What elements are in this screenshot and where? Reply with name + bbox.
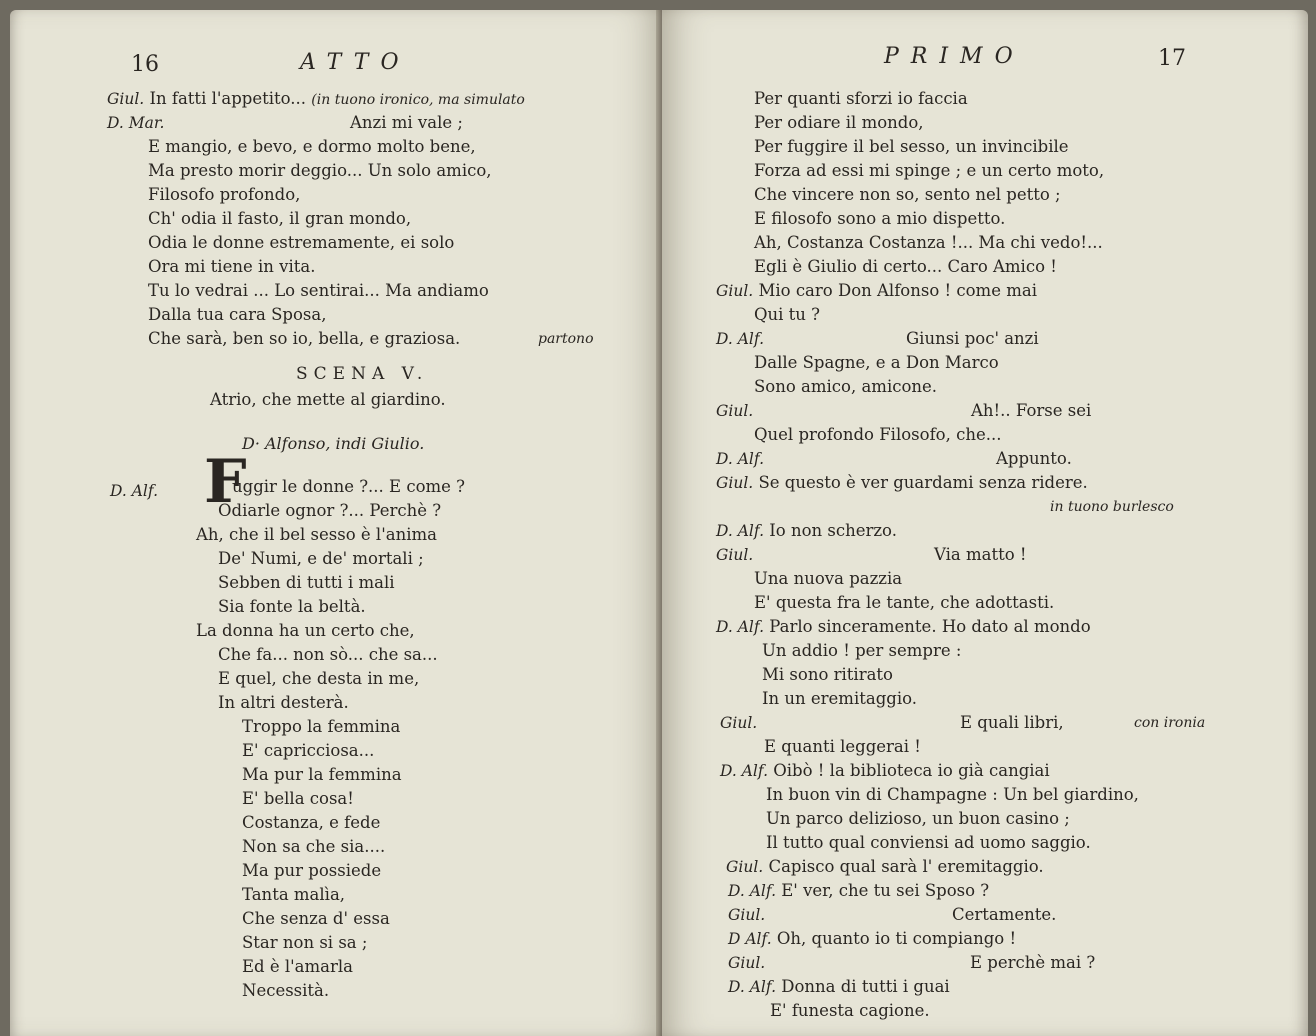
- left-line-3: E mangio, e bevo, e dormo molto bene,: [148, 137, 476, 156]
- speaker-label: D. Alf.: [720, 762, 768, 780]
- right-line-5: Che vincere non so, sento nel petto ;: [754, 185, 1061, 204]
- left-line-11: [148, 328, 608, 350]
- right-line-28: E quanti leggerai !: [764, 737, 921, 756]
- right-line-26: In un eremitaggio.: [762, 689, 917, 708]
- dialogue-text: In fatti l'appetito...: [149, 89, 307, 108]
- scene-title: SCENA V.: [296, 364, 429, 384]
- right-line-39: E' funesta cagione.: [770, 1001, 930, 1020]
- aria-line: Ma pur la femmina: [242, 765, 402, 784]
- speaker-label: Giul.: [720, 714, 758, 732]
- aria-line: Sia fonte la beltà.: [218, 597, 366, 616]
- dialogue-text: Oh, quanto io ti compiango !: [776, 929, 1017, 948]
- right-line-20: [716, 544, 1196, 566]
- aria-line: Che senza d' essa: [242, 909, 390, 928]
- right-line-8: Egli è Giulio di certo... Caro Amico !: [754, 257, 1057, 276]
- dialogue-text: E quali libri,: [960, 713, 1064, 732]
- dialogue-text: Io non scherzo.: [769, 521, 897, 540]
- drop-cap: F: [204, 447, 247, 517]
- aria-line: Star non si sa ;: [242, 933, 368, 952]
- dialogue-text: Donna di tutti i guai: [781, 977, 950, 996]
- right-line-6: E filosofo sono a mio dispetto.: [754, 209, 1006, 228]
- left-line-9: Tu lo vedrai ... Lo sentirai... Ma andiamo: [148, 281, 489, 300]
- right-line-32: Il tutto qual conviensi ad uomo saggio.: [766, 833, 1091, 852]
- right-line-19: [716, 520, 897, 542]
- speaker-label: Giul.: [716, 546, 754, 564]
- right-line-22: E' questa fra le tante, che adottasti.: [754, 593, 1055, 612]
- aria-line: E quel, che desta in me,: [218, 669, 420, 688]
- left-line-4: Ma presto morir deggio... Un solo amico,: [148, 161, 492, 180]
- stage-direction: con ironia: [1134, 715, 1206, 731]
- left-line-7: Odia le donne estremamente, ei solo: [148, 233, 455, 252]
- right-line-38: [728, 976, 950, 998]
- dialogue-text: Che sarà, ben so io, bella, e graziosa.: [148, 329, 461, 348]
- right-line-15: Quel profondo Filosofo, che...: [754, 425, 1002, 444]
- right-line-1: Per quanti sforzi io faccia: [754, 89, 968, 108]
- dialogue-text: Capisco qual sarà l' eremitaggio.: [768, 857, 1044, 876]
- dialogue-text: E perchè mai ?: [970, 953, 1096, 972]
- left-line-8: Ora mi tiene in vita.: [148, 257, 316, 276]
- right-page: [662, 10, 1308, 1036]
- speaker-label: D. Alf.: [716, 618, 764, 636]
- right-line-10: Qui tu ?: [754, 305, 821, 324]
- left-line-1: [107, 88, 525, 111]
- speaker-label: D. Alf.: [728, 978, 776, 996]
- left-line-6: Ch' odia il fasto, il gran mondo,: [148, 209, 412, 228]
- speaker-label: D. Alf.: [716, 450, 764, 468]
- speaker-label: D. Mar.: [107, 114, 165, 132]
- right-page-number: 17: [1158, 46, 1186, 71]
- speaker-label: D. Alf.: [728, 882, 776, 900]
- aria-line-first: uggir le donne ?... E come ?: [232, 477, 465, 496]
- right-line-35: [728, 904, 1148, 926]
- right-running-head: PRIMO: [884, 44, 1025, 69]
- left-page: [10, 10, 662, 1036]
- right-line-34: [728, 880, 989, 902]
- aria-line: Necessità.: [242, 981, 330, 1000]
- dialogue-text: Certamente.: [952, 905, 1057, 924]
- right-line-4: Forza ad essi mi spinge ; e un certo moto,: [754, 161, 1105, 180]
- aria-line: Odiarle ognor ?... Perchè ?: [218, 501, 442, 520]
- aria-line: Costanza, e fede: [242, 813, 381, 832]
- right-line-21: Una nuova pazzia: [754, 569, 903, 588]
- right-line-24: Un addio ! per sempre :: [762, 641, 962, 660]
- aria-line: In altri desterà.: [218, 693, 349, 712]
- stage-direction: in tuono burlesco: [1050, 499, 1174, 515]
- right-line-27: [720, 712, 1280, 734]
- right-line-31: Un parco delizioso, un buon casino ;: [766, 809, 1070, 828]
- speaker-label: Giul.: [726, 858, 764, 876]
- right-line-16: [716, 448, 1196, 470]
- right-line-33: [726, 856, 1044, 878]
- right-line-30: In buon vin di Champagne : Un bel giardino,: [766, 785, 1139, 804]
- scene-characters: D· Alfonso, indi Giulio.: [242, 434, 425, 453]
- right-line-23: [716, 616, 1091, 638]
- speaker-label: Giul.: [728, 906, 766, 924]
- speaker-label: Giul.: [716, 402, 754, 420]
- aria-line: Troppo la femmina: [242, 717, 401, 736]
- speaker-label: D. Alf.: [716, 330, 764, 348]
- right-line-3: Per fuggire il bel sesso, un invincibile: [754, 137, 1069, 156]
- aria-line: Che fa... non sò... che sa...: [218, 645, 438, 664]
- dialogue-text: E' ver, che tu sei Sposo ?: [781, 881, 990, 900]
- aria-line: Tanta malìa,: [242, 885, 346, 904]
- left-line-10: Dalla tua cara Sposa,: [148, 305, 327, 324]
- right-line-12: Dalle Spagne, e a Don Marco: [754, 353, 999, 372]
- right-line-2: Per odiare il mondo,: [754, 113, 924, 132]
- dialogue-text: Anzi mi vale ;: [350, 113, 463, 132]
- dialogue-text: Giunsi poc' anzi: [906, 329, 1039, 348]
- speaker-label: Giul.: [728, 954, 766, 972]
- aria-line: Ed è l'amarla: [242, 957, 353, 976]
- speaker-label: D Alf.: [728, 930, 772, 948]
- speaker-label: Giul.: [716, 282, 754, 300]
- dialogue-text: Ah!.. Forse sei: [971, 401, 1092, 420]
- right-line-14: [716, 400, 1196, 422]
- aria-line: Ah, che il bel sesso è l'anima: [196, 525, 437, 544]
- left-line-2: [107, 112, 627, 134]
- aria-line: E' capricciosa...: [242, 741, 375, 760]
- speaker-label: Giul.: [107, 90, 145, 108]
- right-line-36: [728, 928, 1016, 950]
- stage-direction: partono: [538, 331, 594, 347]
- dialogue-text: Via matto !: [934, 545, 1027, 564]
- right-line-13: Sono amico, amicone.: [754, 377, 938, 396]
- aria-line: Non sa che sia....: [242, 837, 386, 856]
- aria-speaker: D. Alf.: [110, 482, 158, 500]
- right-line-37: [728, 952, 1168, 974]
- right-line-25: Mi sono ritirato: [762, 665, 893, 684]
- stage-direction: (in tuono ironico, ma simulato: [311, 92, 525, 108]
- aria-line: La donna ha un certo che,: [196, 621, 415, 640]
- left-page-number: 16: [131, 52, 159, 77]
- aria-line: Sebben di tutti i mali: [218, 573, 395, 592]
- aria-line: Ma pur possiede: [242, 861, 382, 880]
- aria-line: E' bella cosa!: [242, 789, 354, 808]
- scene-setting: Atrio, che mette al giardino.: [210, 390, 446, 409]
- right-line-11: [716, 328, 1116, 350]
- right-line-29: [720, 760, 1050, 782]
- right-line-17: [716, 472, 1088, 494]
- dialogue-text: Oibò ! la biblioteca io già cangiai: [773, 761, 1050, 780]
- speaker-label: Giul.: [716, 474, 754, 492]
- right-line-7: Ah, Costanza Costanza !... Ma chi vedo!...: [754, 233, 1103, 252]
- right-line-9: [716, 280, 1037, 302]
- speaker-label: D. Alf.: [716, 522, 764, 540]
- dialogue-text: Se questo è ver guardami senza ridere.: [758, 473, 1088, 492]
- left-running-head: ATTO: [300, 50, 411, 75]
- aria-line: De' Numi, e de' mortali ;: [218, 549, 424, 568]
- dialogue-text: Parlo sinceramente. Ho dato al mondo: [769, 617, 1091, 636]
- left-line-5: Filosofo profondo,: [148, 185, 301, 204]
- dialogue-text: Appunto.: [996, 449, 1072, 468]
- dialogue-text: Mio caro Don Alfonso ! come mai: [758, 281, 1037, 300]
